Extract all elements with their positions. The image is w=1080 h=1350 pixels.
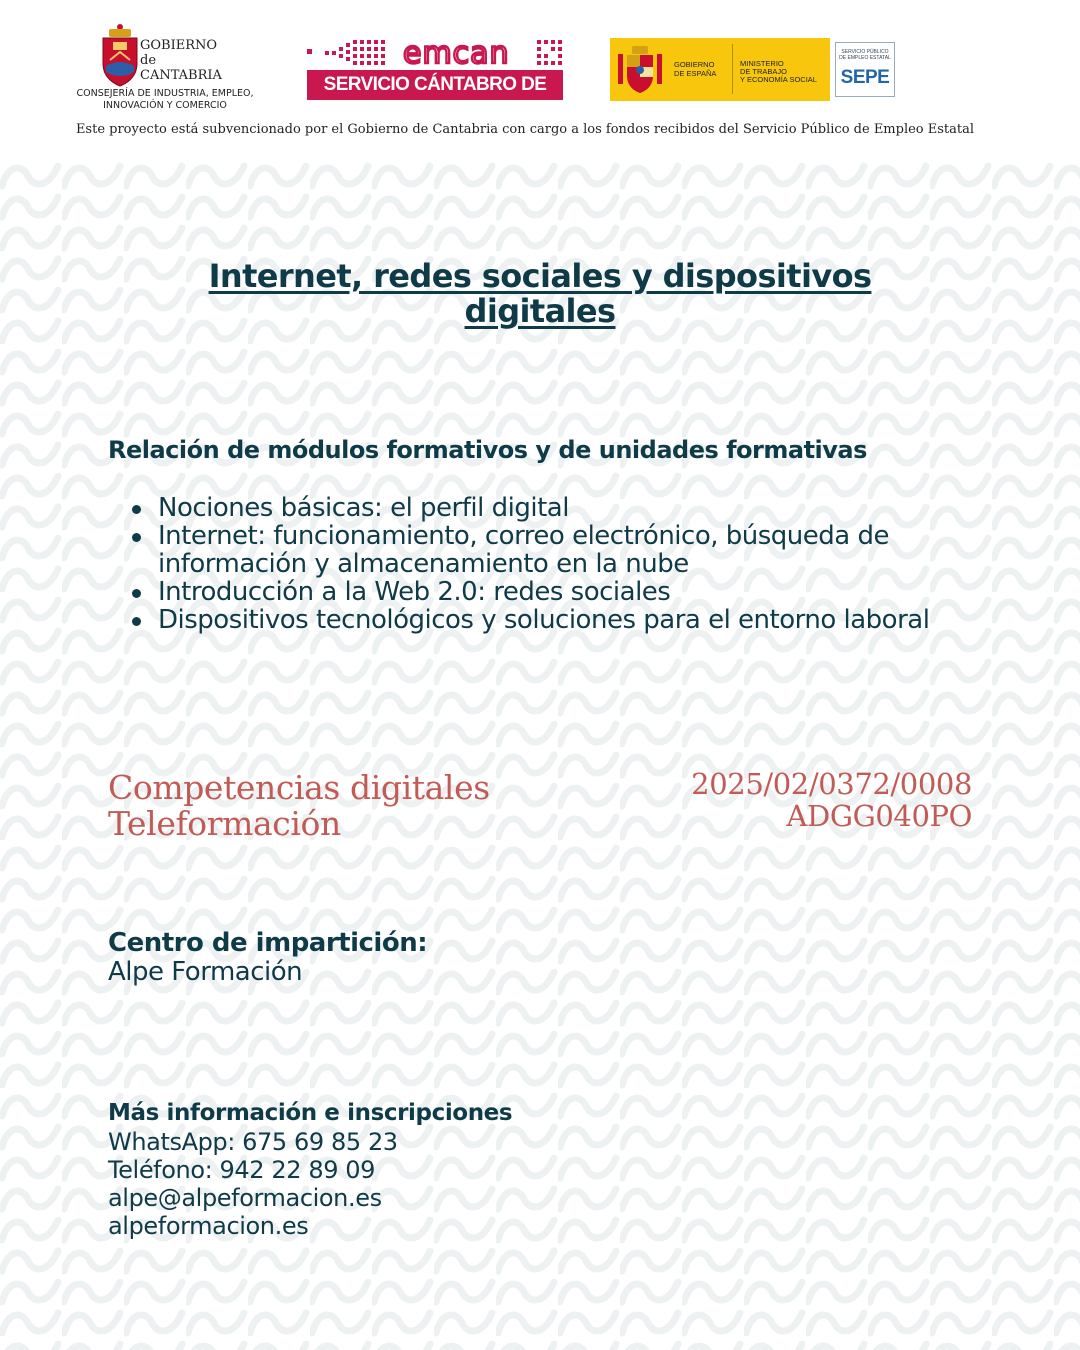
course-category: Competencias digitales	[108, 768, 490, 807]
cantabria-name-line: de	[140, 53, 157, 68]
sepe-subtitle-line: SERVICIO PÚBLICO	[841, 49, 889, 55]
cantabria-name-line: GOBIERNO	[140, 38, 218, 53]
ministerio-line: DE TRABAJO	[740, 67, 787, 76]
emcan-wordmark-text: emcan	[403, 38, 510, 68]
modules-heading: Relación de módulos formativos y de unidades formativas	[108, 436, 867, 464]
ministerio-line: MINISTERIO	[740, 59, 784, 68]
course-title-line: digitales	[464, 292, 616, 330]
course-title	[140, 259, 940, 329]
ministerio-line: Y ECONOMÍA SOCIAL	[740, 75, 817, 84]
center-name: Alpe Formación	[108, 957, 303, 987]
module-item: Dispositivos tecnológicos y soluciones para el entorno laboral	[130, 606, 1030, 634]
contact-email: alpe@alpeformacion.es	[108, 1184, 382, 1212]
course-file-number: 2025/02/0372/0008	[691, 767, 972, 801]
module-item: Introducción a la Web 2.0: redes sociales	[130, 578, 1030, 606]
sepe-acronym: SEPE	[840, 67, 890, 88]
gobierno-espana-line: GOBIERNO	[674, 60, 715, 69]
course-modality: Teleformación	[108, 804, 341, 843]
subsidy-note: Este proyecto está subvencionado por el Gobierno de Cantabria con cargo a los fondos recibidos del Servicio Público de Empleo Estatal	[75, 122, 975, 137]
contact-details	[108, 1128, 398, 1240]
cantabria-name-line: CANTABRIA	[140, 68, 222, 83]
contact-website: alpeformacion.es	[108, 1212, 309, 1240]
gobierno-espana-line: DE ESPAÑA	[674, 69, 717, 78]
module-item: Nociones básicas: el perfil digital	[130, 494, 1030, 522]
contact-whatsapp: WhatsApp: 675 69 85 23	[108, 1128, 398, 1156]
course-code-block	[691, 768, 972, 832]
center-heading: Centro de impartición:	[108, 928, 428, 958]
contact-heading: Más información e inscripciones	[108, 1100, 513, 1126]
module-item: Internet: funcionamiento, correo electrónico, búsqueda de información y almacenamiento en la nube	[130, 522, 1030, 578]
course-category-block	[108, 770, 490, 842]
modules-list	[130, 494, 1030, 634]
course-code: ADGG040PO	[786, 799, 972, 833]
cantabria-department-line: INNOVACIÓN Y COMERCIO	[103, 100, 227, 111]
contact-phone: Teléfono: 942 22 89 09	[108, 1156, 376, 1184]
sepe-subtitle-line: DE EMPLEO ESTATAL	[839, 55, 891, 61]
course-title-line: Internet, redes sociales y dispositivos	[208, 257, 872, 295]
cantabria-department-line: CONSEJERÍA DE INDUSTRIA, EMPLEO,	[76, 88, 254, 99]
emcan-tagline: SERVICIO CÁNTABRO DE EMPLEO	[307, 70, 563, 100]
